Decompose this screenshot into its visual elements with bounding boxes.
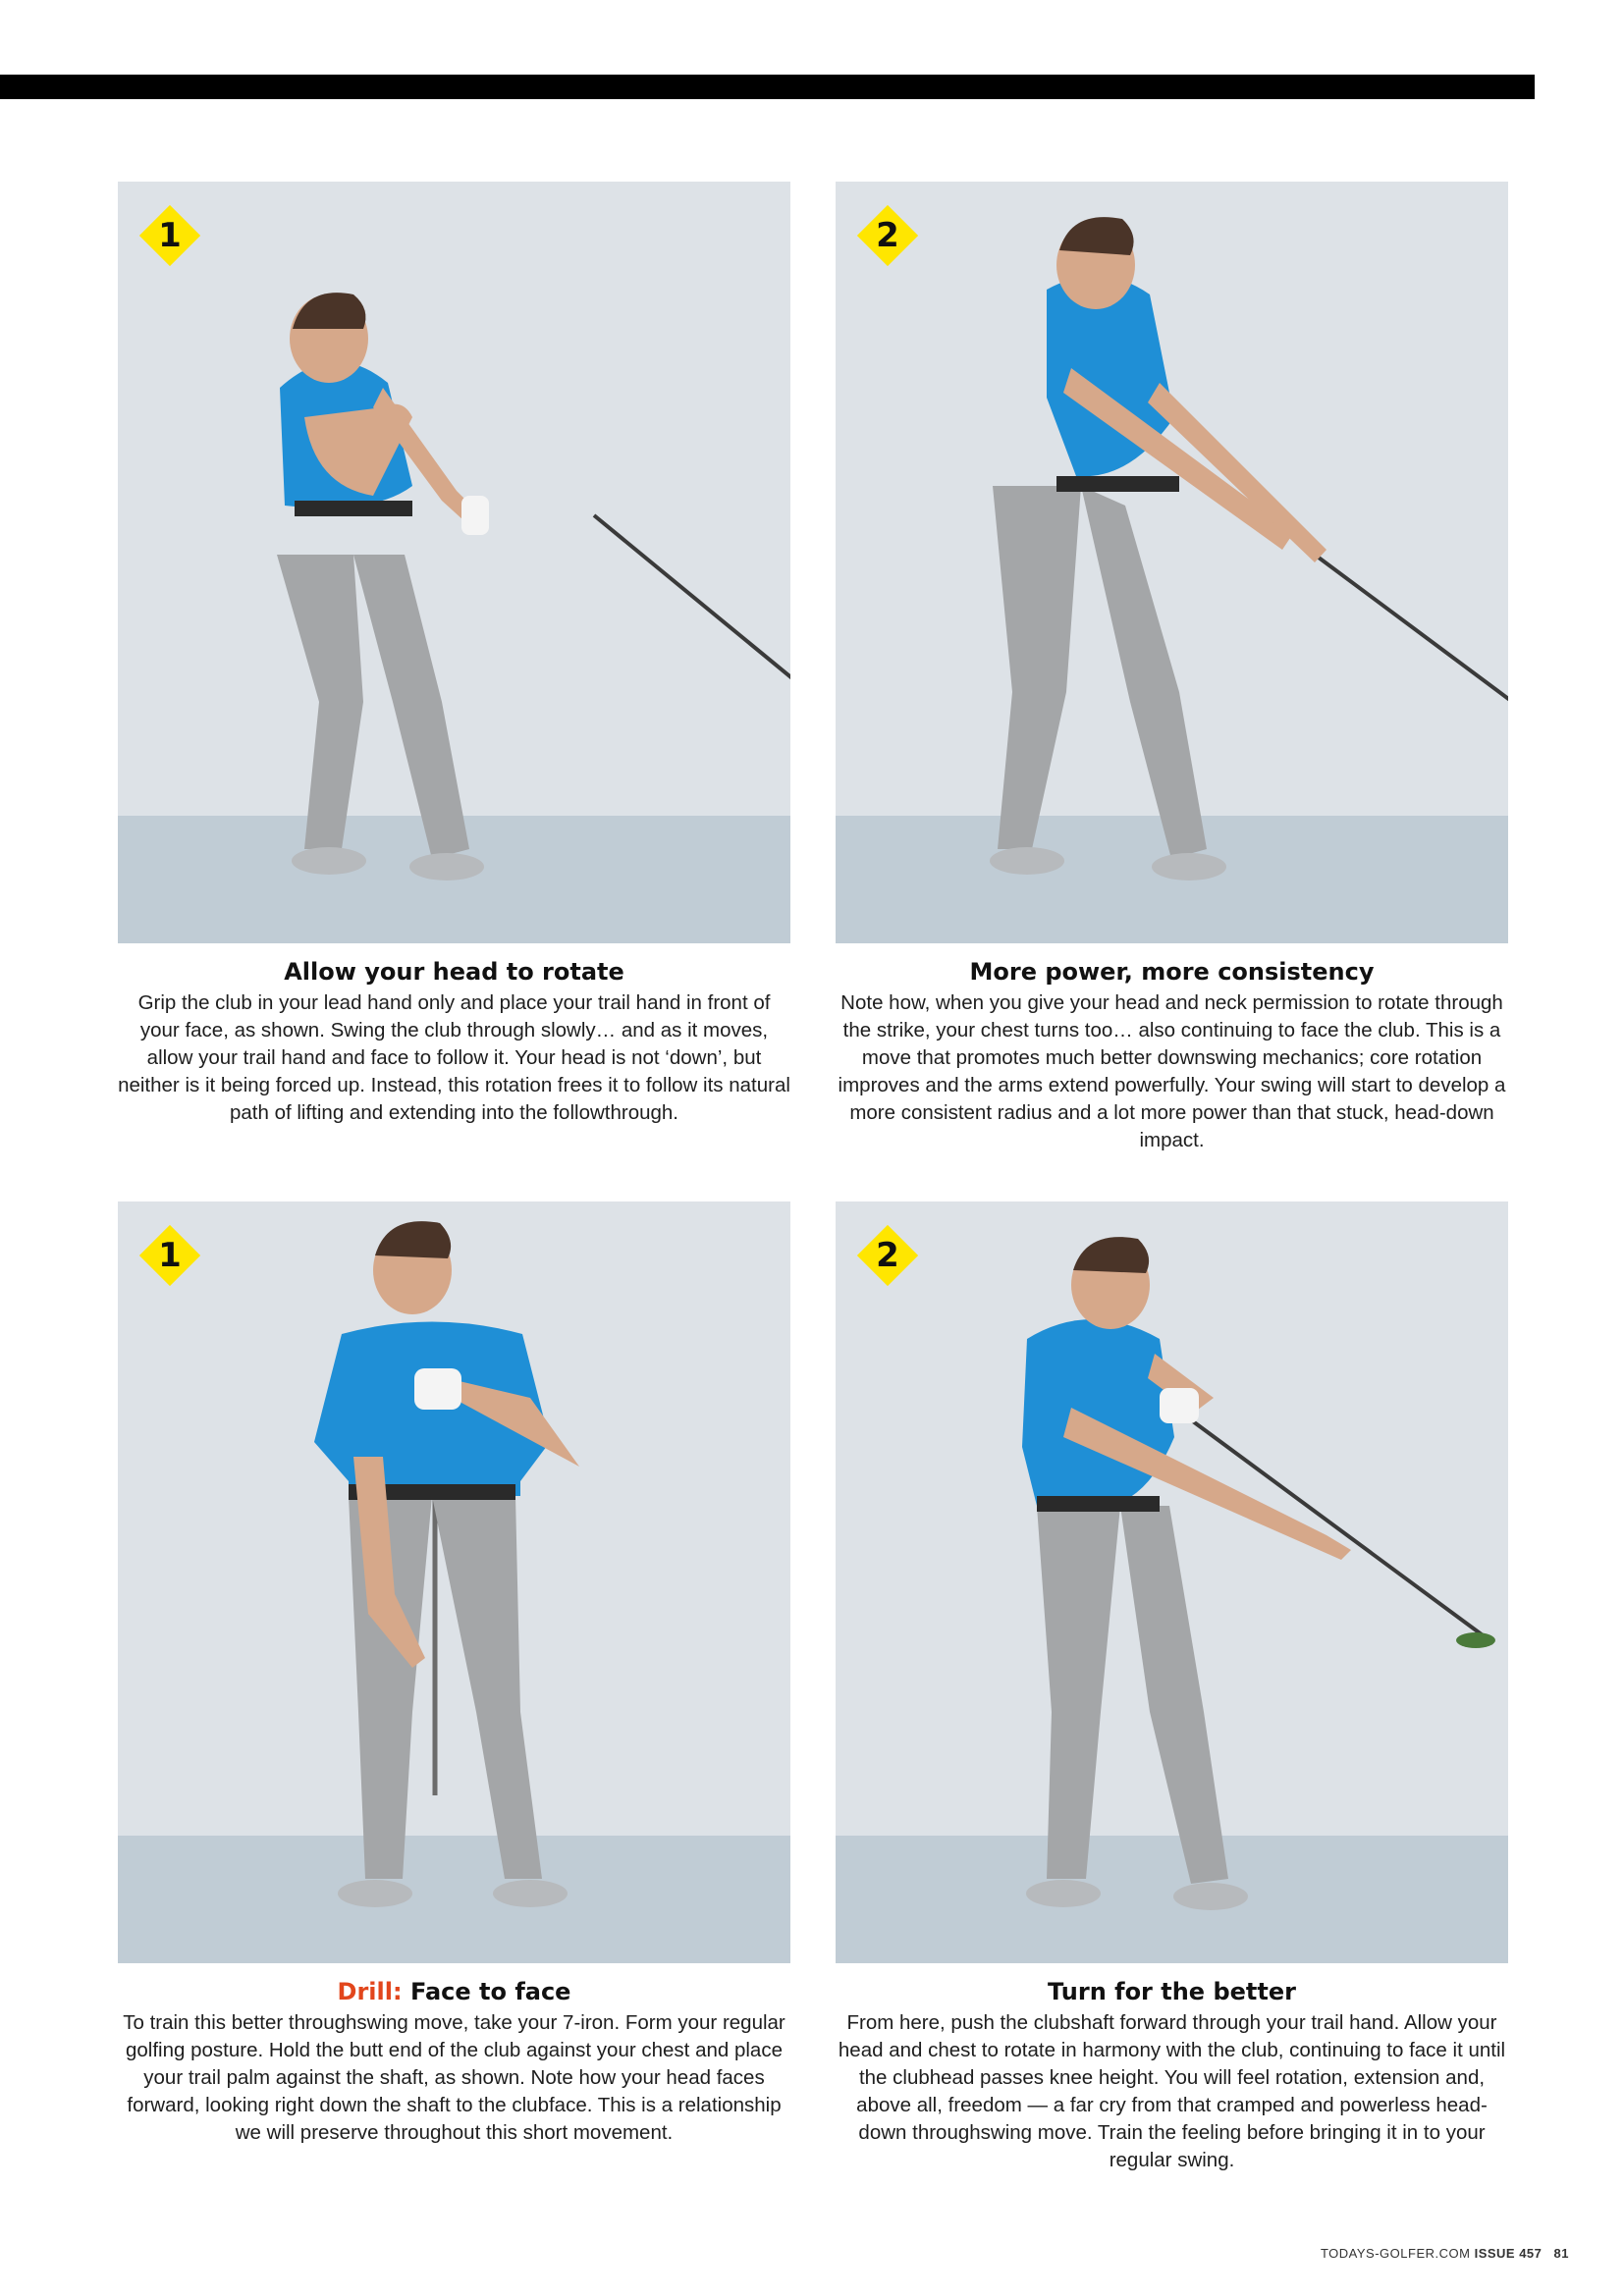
caption-panel-3 (118, 1976, 790, 2147)
step-badge (857, 1225, 918, 1286)
golfer-illustration (836, 1201, 1508, 1963)
step-badge (139, 205, 200, 266)
top-bar (0, 75, 1535, 99)
caption-title: More power, more consistency (969, 958, 1375, 986)
step-badge (857, 205, 918, 266)
caption-body: To train this better throughswing move, take your 7-iron. Form your regular golfing posture. Hold the butt end of the club against your chest and place your trail palm against the shaft, as shown. Note how your head faces forward, looking right down the shaft to the clubface. This is a relationship we will preserve throughout this short movement. (123, 2011, 785, 2144)
caption-panel-4 (836, 1976, 1508, 2174)
photo-panel-2 (836, 182, 1508, 943)
golfer-illustration (836, 182, 1508, 943)
badge-number: 1 (158, 216, 182, 255)
golfer-illustration (118, 1201, 790, 1963)
photo-panel-3 (118, 1201, 790, 1963)
drill-title: Face to face (409, 1978, 571, 2005)
caption-body: From here, push the clubshaft forward through your trail hand. Allow your head and chest to rotate in harmony with the club, continuing to face it until the clubhead passes knee height. You will feel rotation, extension and, above all, freedom — a far cry from that cramped and powerless head-down throughswing move. Train the feeling before bringing it in to your regular swing. (838, 2011, 1506, 2171)
footer-issue: ISSUE 457 (1474, 2246, 1543, 2261)
caption-body: Grip the club in your lead hand only and place your trail hand in front of your face, as shown. Swing the club through slowly… and as it moves, allow your trail hand and face to follow it. Your head is not ‘down’, but neither is it being forced up. Instead, this rotation frees it to follow its natural path of lifting and extending into the followthrough. (118, 991, 790, 1124)
photo-panel-1 (118, 182, 790, 943)
caption-title: Turn for the better (1048, 1978, 1296, 2005)
badge-number: 1 (158, 1236, 182, 1275)
golfer-illustration (118, 182, 790, 943)
caption-panel-2 (836, 956, 1508, 1154)
page-number: 81 (1553, 2246, 1569, 2261)
drill-label: Drill: (337, 1978, 403, 2005)
caption-body: Note how, when you give your head and neck permission to rotate through the strike, your chest turns too… also continuing to face the club. This is a move that promotes much better downswing mechanics; core rotation improves and the arms extend powerfully. Your swing will start to develop a more consistent radius and a lot more power than that stuck, head-down impact. (838, 991, 1506, 1151)
footer-site: TODAYS-GOLFER.COM (1320, 2246, 1471, 2261)
page-footer (1321, 2246, 1569, 2261)
caption-title (118, 1976, 790, 2007)
badge-number: 2 (876, 216, 899, 255)
caption-title: Allow your head to rotate (284, 958, 624, 986)
step-badge (139, 1225, 200, 1286)
caption-panel-1 (118, 956, 790, 1127)
photo-panel-4 (836, 1201, 1508, 1963)
badge-number: 2 (876, 1236, 899, 1275)
